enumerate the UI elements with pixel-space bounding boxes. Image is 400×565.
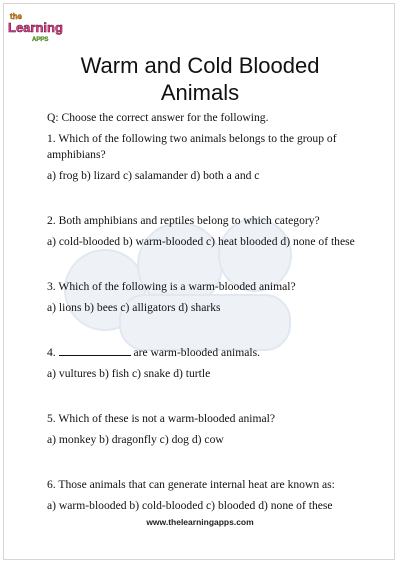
footer-url: www.thelearningapps.com (146, 517, 254, 527)
question-text: 3. Which of the following is a warm-blooded animal? (47, 280, 296, 293)
worksheet-content (47, 110, 367, 514)
learning-apps-logo (6, 10, 68, 44)
answer-options: a) cold-blooded b) warm-blooded c) heat blooded d) none of these (47, 235, 355, 248)
instruction-text: Q: Choose the correct answer for the following. (47, 111, 269, 124)
page-title: Warm and Cold Blooded Animals (80, 53, 320, 105)
question-suffix: are warm-blooded animals. (130, 346, 261, 359)
question-text: 6. Those animals that can generate internal heat are known as: (47, 478, 335, 491)
answer-options: a) frog b) lizard c) salamander d) both a and c (47, 169, 260, 182)
question-5 (47, 411, 367, 448)
question-4 (47, 345, 367, 382)
question-prefix: 4. (47, 346, 59, 359)
question-text (47, 345, 367, 361)
question-3 (47, 279, 367, 316)
question-6 (47, 477, 367, 514)
answer-options: a) lions b) bees c) alligators d) sharks (47, 301, 221, 314)
answer-options: a) vultures b) fish c) snake d) turtle (47, 367, 211, 380)
logo-sub-text: APPS (32, 37, 49, 43)
question-text: 2. Both amphibians and reptiles belong to which category? (47, 214, 320, 227)
question-text: 1. Which of the following two animals belongs to the group of amphibians? (47, 132, 337, 161)
question-2 (47, 213, 367, 250)
logo-main-text: Learning (8, 20, 63, 35)
logo-top-text: the (10, 12, 22, 21)
question-1 (47, 131, 367, 184)
answer-options: a) warm-blooded b) cold-blooded c) blooded d) none of these (47, 499, 333, 512)
answer-blank (59, 345, 131, 356)
answer-options: a) monkey b) dragonfly c) dog d) cow (47, 433, 224, 446)
question-text: 5. Which of these is not a warm-blooded animal? (47, 412, 276, 425)
